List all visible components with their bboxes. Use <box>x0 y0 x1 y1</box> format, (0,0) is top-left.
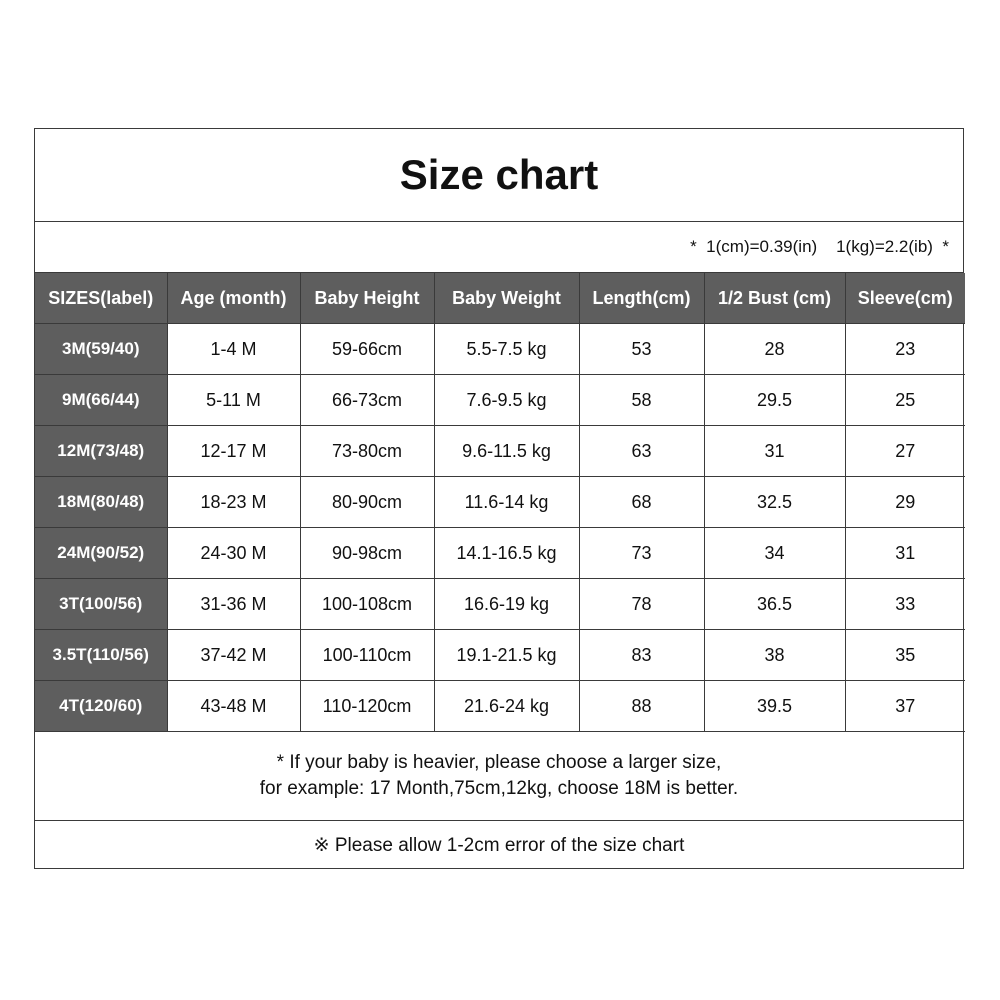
table-cell: 73 <box>579 528 704 579</box>
table-cell: 23 <box>845 324 965 375</box>
table-cell: 27 <box>845 426 965 477</box>
column-header: 1/2 Bust (cm) <box>704 273 845 324</box>
size-label-cell: 18M(80/48) <box>35 477 167 528</box>
table-cell: 5-11 M <box>167 375 300 426</box>
table-row <box>35 426 965 477</box>
table-cell: 78 <box>579 579 704 630</box>
table-cell: 34 <box>704 528 845 579</box>
size-label-cell: 12M(73/48) <box>35 426 167 477</box>
table-cell: 90-98cm <box>300 528 434 579</box>
table-row <box>35 630 965 681</box>
table-cell: 110-120cm <box>300 681 434 732</box>
table-cell: 80-90cm <box>300 477 434 528</box>
note-line: for example: 17 Month,75cm,12kg, choose 18M is better. <box>259 778 739 799</box>
size-label-cell: 3.5T(110/56) <box>35 630 167 681</box>
table-cell: 5.5-7.5 kg <box>434 324 579 375</box>
table-cell: 28 <box>704 324 845 375</box>
table-cell: 36.5 <box>704 579 845 630</box>
table-cell: 11.6-14 kg <box>434 477 579 528</box>
table-cell: 31 <box>845 528 965 579</box>
table-cell: 59-66cm <box>300 324 434 375</box>
table-row <box>35 375 965 426</box>
size-chart-frame <box>34 128 964 869</box>
table-cell: 32.5 <box>704 477 845 528</box>
table-row <box>35 477 965 528</box>
table-cell: 100-108cm <box>300 579 434 630</box>
table-cell: 83 <box>579 630 704 681</box>
table-cell: 39.5 <box>704 681 845 732</box>
column-header: Baby Height <box>300 273 434 324</box>
column-header: Length(cm) <box>579 273 704 324</box>
table-cell: 25 <box>845 375 965 426</box>
table-cell: 1-4 M <box>167 324 300 375</box>
column-header: Baby Weight <box>434 273 579 324</box>
table-cell: 43-48 M <box>167 681 300 732</box>
table-cell: 29 <box>845 477 965 528</box>
table-cell: 31 <box>704 426 845 477</box>
table-cell: 19.1-21.5 kg <box>434 630 579 681</box>
table-header-row <box>35 273 965 324</box>
table-cell: 100-110cm <box>300 630 434 681</box>
size-label-cell: 9M(66/44) <box>35 375 167 426</box>
table-cell: 18-23 M <box>167 477 300 528</box>
size-table <box>35 273 965 732</box>
table-cell: 66-73cm <box>300 375 434 426</box>
table-cell: 35 <box>845 630 965 681</box>
table-cell: 38 <box>704 630 845 681</box>
table-cell: 7.6-9.5 kg <box>434 375 579 426</box>
table-cell: 53 <box>579 324 704 375</box>
table-cell: 29.5 <box>704 375 845 426</box>
table-cell: 33 <box>845 579 965 630</box>
table-cell: 37-42 M <box>167 630 300 681</box>
table-cell: 16.6-19 kg <box>434 579 579 630</box>
table-row <box>35 528 965 579</box>
table-cell: 9.6-11.5 kg <box>434 426 579 477</box>
table-row <box>35 579 965 630</box>
table-cell: 14.1-16.5 kg <box>434 528 579 579</box>
size-label-cell: 4T(120/60) <box>35 681 167 732</box>
column-header: Sleeve(cm) <box>845 273 965 324</box>
column-header: Age (month) <box>167 273 300 324</box>
table-cell: 88 <box>579 681 704 732</box>
table-cell: 68 <box>579 477 704 528</box>
table-cell: 12-17 M <box>167 426 300 477</box>
column-header: SIZES(label) <box>35 273 167 324</box>
size-label-cell: 3T(100/56) <box>35 579 167 630</box>
table-cell: 63 <box>579 426 704 477</box>
note-line: * If your baby is heavier, please choose a larger size, <box>276 752 722 773</box>
size-label-cell: 3M(59/40) <box>35 324 167 375</box>
size-label-cell: 24M(90/52) <box>35 528 167 579</box>
table-cell: 73-80cm <box>300 426 434 477</box>
table-cell: 31-36 M <box>167 579 300 630</box>
table-row <box>35 681 965 732</box>
size-advice-note <box>35 732 963 821</box>
table-cell: 24-30 M <box>167 528 300 579</box>
table-cell: 37 <box>845 681 965 732</box>
table-cell: 21.6-24 kg <box>434 681 579 732</box>
table-cell: 58 <box>579 375 704 426</box>
table-row <box>35 324 965 375</box>
error-tolerance-note: ※ Please allow 1-2cm error of the size chart <box>313 835 685 856</box>
page-title: Size chart <box>35 129 963 222</box>
unit-conversion: * 1(cm)=0.39(in) 1(kg)=2.2(ib) * <box>35 222 963 273</box>
